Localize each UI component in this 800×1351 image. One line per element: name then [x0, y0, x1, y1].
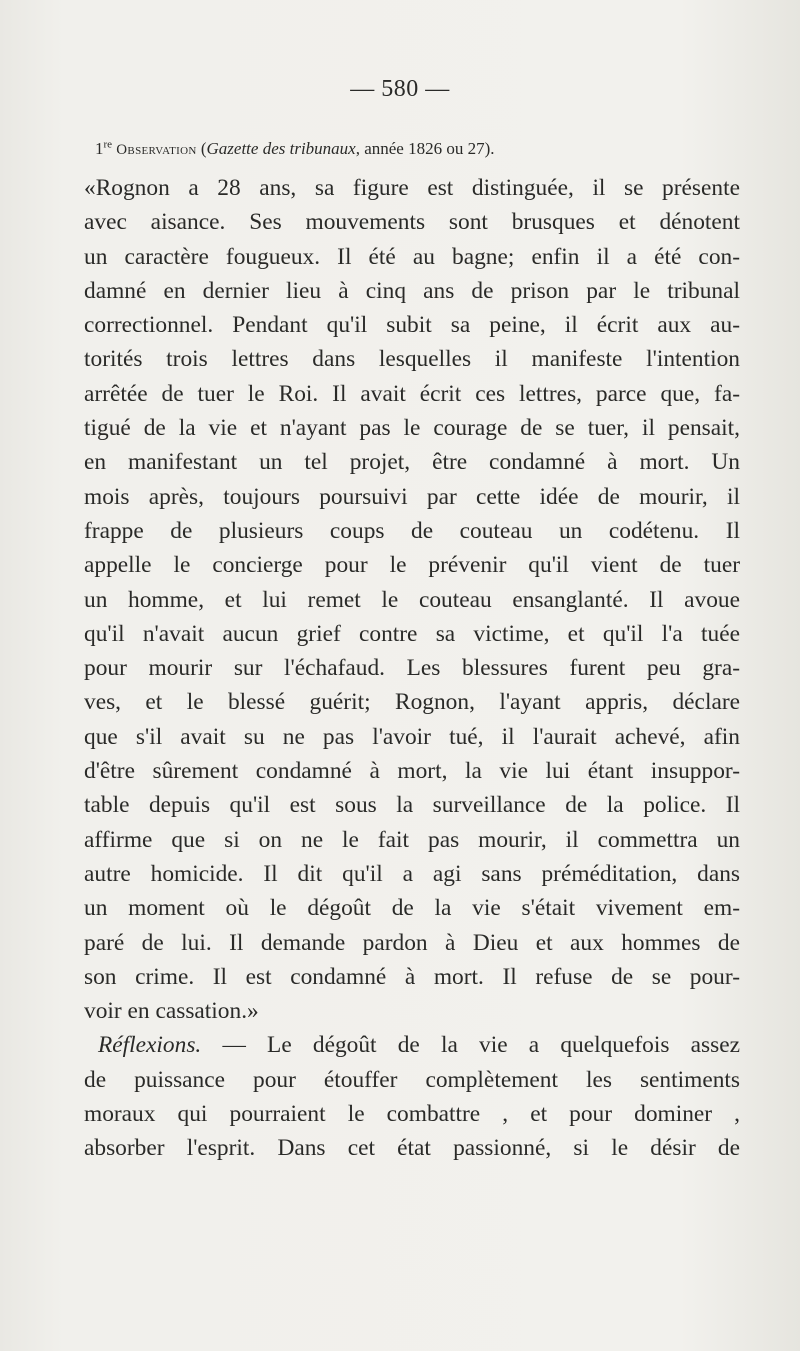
text-line: absorber l'esprit. Dans cet état passionné, si le désir de [84, 1135, 740, 1162]
text-line: table depuis qu'il est sous la surveillance de la police. Il [84, 792, 740, 819]
reflexions-line [84, 1028, 740, 1062]
text-line: tigué de la vie et n'ayant pas le courage de se tuer, il pensait, [84, 415, 740, 442]
text-line: affirme que si on ne le fait pas mourir, il commettra un [84, 826, 740, 853]
page-number: — 580 — [350, 76, 450, 102]
text-line: d'être sûrement condamné à mort, la vie lui étant insuppor- [84, 758, 740, 785]
text-line: frappe de plusieurs coups de couteau un codétenu. Il [84, 517, 740, 544]
text-line: en manifestant un tel projet, être condamné à mort. Un [84, 449, 740, 476]
observation-ordinal-suffix: re [103, 138, 113, 151]
text-line: voir en cassation.» [84, 998, 259, 1025]
text-line: avec aisance. Ses mouvements sont brusques et dénotent [84, 209, 740, 236]
text-line: pour mourir sur l'échafaud. Les blessures furent peu gra- [84, 655, 740, 682]
text-line: un caractère fougueux. Il été au bagne; enfin il a été con- [84, 243, 740, 270]
text-line: «Rognon a 28 ans, sa figure est distinguée, il se présente [84, 175, 740, 201]
text-line: un moment où le dégoût de la vie s'était vivement em- [84, 895, 740, 922]
reflexions-first-text: — Le dégoût de la vie a quelquefois assez [201, 1032, 740, 1059]
text-line: appelle le concierge pour le prévenir qu'il vient de tuer [84, 552, 740, 579]
text-line: torités trois lettres dans lesquelles il manifeste l'intention [84, 346, 740, 373]
text-line: qu'il n'avait aucun grief contre sa victime, et qu'il l'a tuée [84, 620, 740, 647]
text-line: correctionnel. Pendant qu'il subit sa peine, il écrit aux au- [84, 312, 740, 339]
observation-source: Gazette des tribunaux [206, 139, 356, 158]
text-line: un homme, et lui remet le couteau ensanglanté. Il avoue [84, 586, 740, 613]
observation-source-details: , année 1826 ou 27). [355, 139, 495, 158]
reflexions-label: Réflexions. [98, 1032, 202, 1059]
observation-heading [95, 139, 755, 159]
text-line: que s'il avait su ne pas l'avoir tué, il l'aurait achevé, afin [84, 723, 740, 750]
text-line: autre homicide. Il dit qu'il a agi sans préméditation, dans [84, 860, 740, 887]
text-line: moraux qui pourraient le combattre , et pour dominer , [84, 1101, 740, 1128]
text-line: ves, et le blessé guérit; Rognon, l'ayant appris, déclare [84, 689, 740, 716]
observation-ordinal: 1 [95, 139, 104, 158]
observation-open-paren: ( [196, 139, 207, 158]
text-line: damné en dernier lieu à cinq ans de prison par le tribunal [84, 277, 740, 304]
text-line: son crime. Il est condamné à mort. Il refuse de se pour- [84, 963, 740, 990]
text-line: mois après, toujours poursuivi par cette idée de mourir, il [84, 483, 740, 510]
text-line: de puissance pour étouffer complètement les sentiments [84, 1066, 740, 1093]
observation-label: Observation [116, 142, 197, 158]
text-line: paré de lui. Il demande pardon à Dieu et aux hommes de [84, 929, 740, 956]
body-text [84, 171, 740, 1166]
text-line: arrêtée de tuer le Roi. Il avait écrit ces lettres, parce que, fa- [84, 380, 740, 407]
